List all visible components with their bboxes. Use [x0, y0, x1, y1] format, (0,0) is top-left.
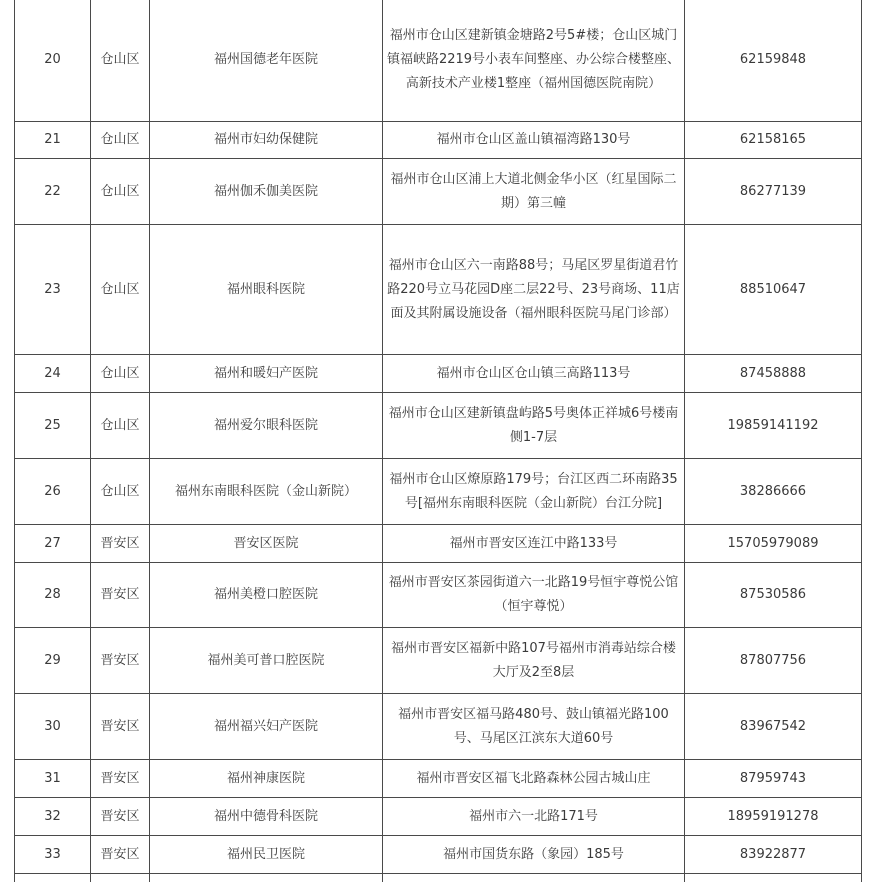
district: 晋安区 [91, 798, 150, 836]
address: 福州市晋安区连江中路133号 [383, 525, 685, 563]
hospital-name: 福州眼科医院 [150, 225, 383, 355]
phone: 86277139 [685, 159, 862, 225]
address: 福州市仓山区建新镇盘屿路5号奥体正祥城6号楼南侧1-7层 [383, 393, 685, 459]
row-number: 25 [15, 393, 91, 459]
table-row [15, 122, 862, 159]
phone: 87807756 [685, 628, 862, 694]
table-row [15, 525, 862, 563]
hospital-name: 福州爱尔眼科医院 [150, 393, 383, 459]
phone: 87458888 [685, 355, 862, 393]
table-row [15, 459, 862, 525]
table-row [15, 628, 862, 694]
district: 晋安区 [91, 628, 150, 694]
phone: 18959191278 [685, 798, 862, 836]
row-number: 24 [15, 355, 91, 393]
district: 仓山区 [91, 393, 150, 459]
table-row [15, 798, 862, 836]
phone: 15705979089 [685, 525, 862, 563]
row-number: 32 [15, 798, 91, 836]
phone: 83922877 [685, 836, 862, 874]
table-row [15, 836, 862, 874]
table-row [15, 355, 862, 393]
phone: 87959743 [685, 760, 862, 798]
hospital-name: 福州中德骨科医院 [150, 798, 383, 836]
phone: 87530586 [685, 563, 862, 628]
row-number: 33 [15, 836, 91, 874]
row-number: 26 [15, 459, 91, 525]
address: 福州市晋安区福新中路107号福州市消毒站综合楼大厅及2至8层 [383, 628, 685, 694]
district: 晋安区 [91, 836, 150, 874]
hospital-name: 福州美橙口腔医院 [150, 563, 383, 628]
address: 福州市晋安区福马路480号、鼓山镇福光路100号、马尾区江滨东大道60号 [383, 694, 685, 760]
address: 福州市六一北路171号 [383, 798, 685, 836]
table-row [15, 694, 862, 760]
phone: 62159848 [685, 0, 862, 122]
district: 晋安区 [91, 694, 150, 760]
address: 福州市仓山区仓山镇三高路113号 [383, 355, 685, 393]
row-number: 30 [15, 694, 91, 760]
address: 福州市仓山区盖山镇福湾路130号 [383, 122, 685, 159]
hospital-name: 福州市妇幼保健院 [150, 122, 383, 159]
table-row [15, 393, 862, 459]
address: 福州市国货东路（象园）185号 [383, 836, 685, 874]
hospital-name: 福州伽禾伽美医院 [150, 159, 383, 225]
address: 福州市晋安区茶园街道六一北路19号恒宇尊悦公馆（恒宇尊悦） [383, 563, 685, 628]
phone: 19859141192 [685, 393, 862, 459]
row-number: 31 [15, 760, 91, 798]
table-row [15, 563, 862, 628]
district: 仓山区 [91, 225, 150, 355]
hospital-name: 福州民卫医院 [150, 836, 383, 874]
table-row [15, 225, 862, 355]
district: 仓山区 [91, 122, 150, 159]
address: 福州市仓山区建新镇金塘路2号5#楼；仓山区城门镇福峡路2219号小表车间整座、办公综合楼整座、高新技术产业楼1整座（福州国德医院南院） [383, 0, 685, 122]
address: 福州市仓山区六一南路88号；马尾区罗星街道君竹路220号立马花园D座二层22号、23号商场、11店面及其附属设施设备（福州眼科医院马尾门诊部） [383, 225, 685, 355]
hospital-table [14, 0, 862, 882]
table-row [15, 159, 862, 225]
hospital-name: 福州和暖妇产医院 [150, 355, 383, 393]
row-number: 21 [15, 122, 91, 159]
row-number: 27 [15, 525, 91, 563]
hospital-name: 福州神康医院 [150, 760, 383, 798]
district: 仓山区 [91, 159, 150, 225]
row-number: 22 [15, 159, 91, 225]
table-row [15, 0, 862, 122]
hospital-name: 福州福兴妇产医院 [150, 694, 383, 760]
hospital-name: 晋安区医院 [150, 525, 383, 563]
phone: 83967542 [685, 694, 862, 760]
row-number: 29 [15, 628, 91, 694]
district: 仓山区 [91, 459, 150, 525]
district: 晋安区 [91, 563, 150, 628]
hospital-name: 福州国德老年医院 [150, 0, 383, 122]
row-number: 20 [15, 0, 91, 122]
row-number: 28 [15, 563, 91, 628]
phone: 88510647 [685, 225, 862, 355]
district: 晋安区 [91, 760, 150, 798]
phone: 62158165 [685, 122, 862, 159]
address: 福州市仓山区燎原路179号；台江区西二环南路35号[福州东南眼科医院（金山新院）台江分院] [383, 459, 685, 525]
district: 仓山区 [91, 355, 150, 393]
district: 晋安区 [91, 525, 150, 563]
hospital-name: 福州美可普口腔医院 [150, 628, 383, 694]
district: 仓山区 [91, 0, 150, 122]
hospital-name: 福州东南眼科医院（金山新院） [150, 459, 383, 525]
table-row [15, 760, 862, 798]
address: 福州市仓山区浦上大道北侧金华小区（红星国际二期）第三幢 [383, 159, 685, 225]
row-number: 23 [15, 225, 91, 355]
table-row-partial [15, 874, 862, 882]
address: 福州市晋安区福飞北路森林公园古城山庄 [383, 760, 685, 798]
phone: 38286666 [685, 459, 862, 525]
